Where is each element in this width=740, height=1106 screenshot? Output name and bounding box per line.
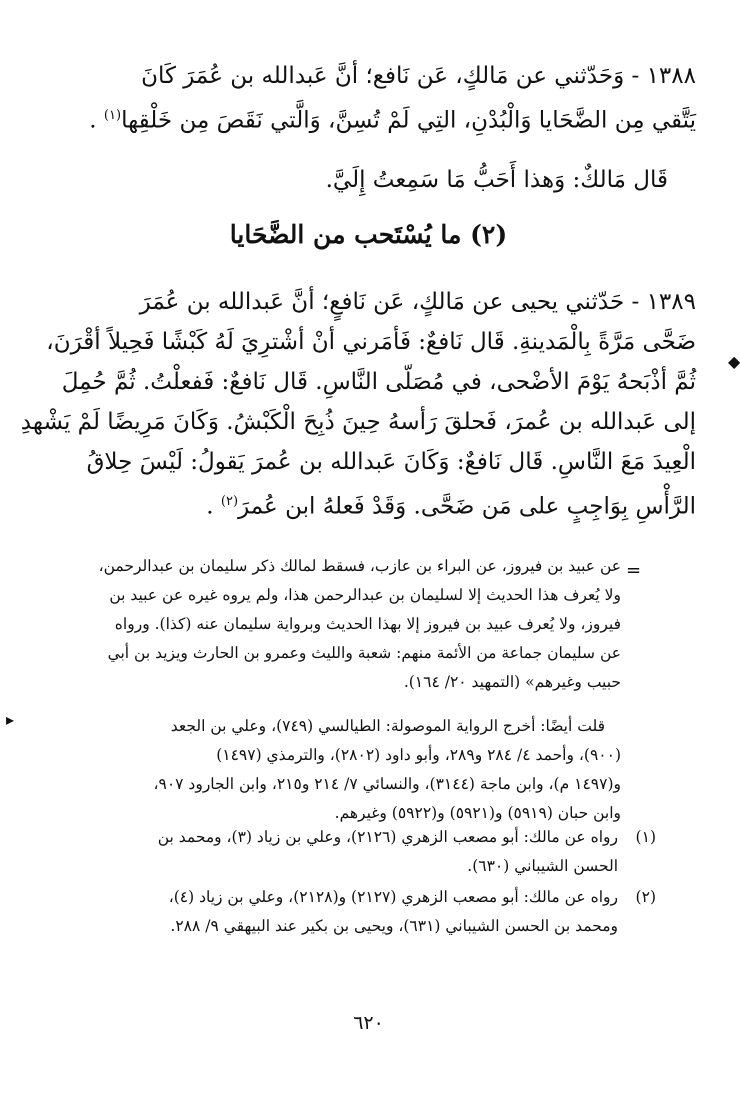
page-edge-mark: ◆ (728, 352, 740, 371)
malik-saying-line: قَال مَالكٌ: وَهذا أَحَبُّ مَا سَمِعتُ إِلَيَّ. (325, 167, 668, 193)
hadith-line-end: . (89, 107, 104, 134)
hadith-line: ثُمَّ أذْبَحهُ يَوْمَ الأضْحى، في مُصَلّى النَّاسِ. قَال نَافعٌ: فَفعلْتُ. ثُمَّ حُمِلَ (61, 369, 696, 395)
note-line: فيروز، ولا يُعرف عبيد بن فيروز إلا بهذا الحديث وبرواية سليمان عنه (كذا). ورواه (114, 615, 621, 633)
footnote-continuation (56, 552, 621, 697)
hadith-1388 (58, 56, 696, 141)
hadith-line-text: الرَّأْسِ بِوَاجِبٍ على مَن ضَحَّى. وَقَدْ فَعلهُ ابن عُمرَ (238, 493, 696, 520)
note-line: ولا يُعرف هذا الحديث إلا لسليمان بن عبدالرحمن هذا، ولم يروه غيره عن عبيد بن (109, 586, 621, 604)
qult-note (56, 712, 621, 828)
note-line: وابن حبان (٥٩١٩) و(٥٩٢١) و(٥٩٢٢) وغيرهم. (334, 804, 621, 822)
note-line: رواه عن مالك: أبو مصعب الزهري (٢١٢٦)، وعلي بن زياد (٣)، ومحمد بن (157, 828, 618, 846)
malik-saying (58, 160, 696, 200)
note-line: عن عبيد بن فيروز، عن البراء بن عازب، فسقط لمالك ذكر سليمان بن عبدالرحمن، (98, 557, 621, 575)
hadith-line-end: . (206, 493, 221, 520)
footnote-ref-1[interactable]: (١) (103, 108, 122, 123)
footnote-1 (56, 823, 656, 881)
note-line: رواه عن مالك: أبو مصعب الزهري (٢١٢٧) و(٢١٢٨)، وعلي بن زياد (٤)، (168, 888, 618, 906)
note-line: ومحمد بن الحسن الشيباني (٦٣١)، ويحيى بن بكير عند البيهقي ٩/ ٢٨٨. (170, 917, 618, 935)
chapter-heading: (٢) ما يُسْتَحب من الضَّحَايا (229, 220, 508, 249)
hadith-line: ١٣٨٨ - وَحَدّثني عن مَالكٍ، عَن نَافع؛ أنَّ عَبدالله بن عُمَرَ كَانَ (141, 63, 696, 89)
note-line: قلت أيضًا: أخرج الرواية الموصولة: الطيالسي (٧٤٩)، وعلي بن الجعد (170, 717, 605, 735)
note-line: الحسن الشيباني (٦٣٠). (467, 857, 618, 875)
footnote-body (56, 823, 618, 881)
footnote-body (56, 883, 618, 941)
note-line: عن سليمان جماعة من الأئمة منهم: شعبة والليث وعمرو بن الحارث ويزيد بن أبي (107, 644, 621, 662)
footnote-ref-2[interactable]: (٢) (220, 494, 239, 509)
hadith-line: ١٣٨٩ - حَدّثني يحيى عن مَالكٍ، عَن نَافعٍ؛ أنَّ عَبدالله بن عُمَرَ (139, 289, 696, 315)
hadith-1389 (20, 282, 696, 527)
page-edge-mark: ▸ (6, 710, 15, 729)
note-line: حبيب وغيرهم» (التمهيد ٢٠/ ١٦٤). (403, 673, 621, 691)
hadith-line: ضَحَّى مَرَّةً بِالْمَدينةِ. قَال نَافعٌ: فَأمَرني أنْ أشْترِيَ لَهُ كَبْشًا فَحِيلاً أقْرَنَ، (46, 329, 696, 355)
footnote-number: (١) (635, 828, 656, 846)
note-line: (٩٠٠)، وأحمد ٤/ ٢٨٤ و٢٨٩، وأبو داود (٢٨٠٢)، والترمذي (١٤٩٧) (216, 746, 621, 764)
hadith-line: الْعِيدَ مَعَ النَّاسِ. قَال نَافعٌ: وَكَانَ عَبدالله بن عُمرَ يَقولُ: لَيْسَ حِلاقُ (86, 449, 696, 475)
footnote-2 (56, 883, 656, 941)
hadith-line-text: يَتَّقي مِن الضَّحَايا وَالْبُدْنِ، التِي لَمْ تُسِنَّ، وَالَّتي نَقَصَ مِن خَلْقِها (121, 107, 696, 134)
note-line: و(١٤٩٧ م)، وابن ماجة (٣١٤٤)، والنسائي ٧/ ٢١٤ و٢١٥، وابن الجارود ٩٠٧، (153, 775, 621, 793)
page-number: ٦٢٠ (353, 1012, 384, 1034)
continuation-mark: = (626, 560, 642, 581)
footnote-number: (٢) (635, 888, 656, 906)
hadith-line (58, 482, 696, 527)
hadith-line: إلى عَبدالله بن عُمرَ، فَحلقَ رَأسهُ حِينَ ذُبِحَ الْكَبْشُ. وَكَانَ مَرِيضًا لَمْ يَشْهدِ (20, 409, 696, 435)
hadith-line (58, 96, 696, 141)
